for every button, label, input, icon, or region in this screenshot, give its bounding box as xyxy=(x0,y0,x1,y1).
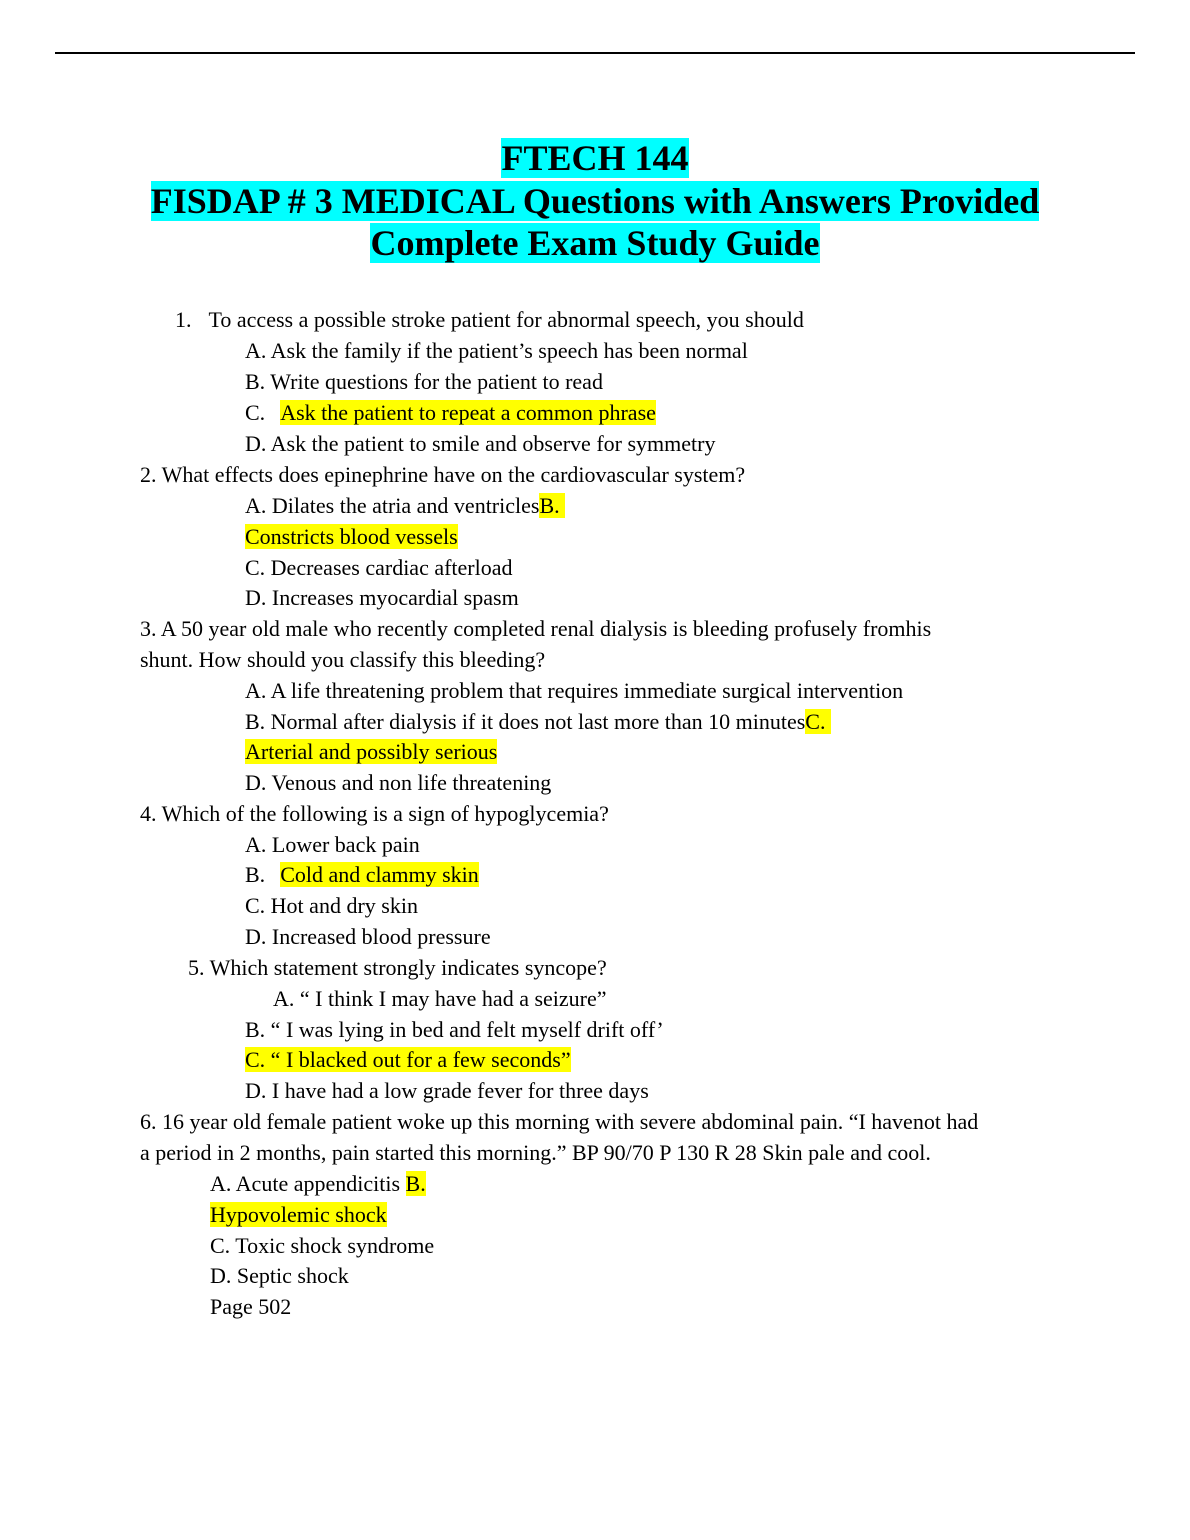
q3-option-a: A. A life threatening problem that requires immediate surgical intervention xyxy=(245,678,904,703)
q1-option-b: B. Write questions for the patient to read xyxy=(245,369,603,394)
q4-option-a: A. Lower back pain xyxy=(245,832,420,857)
q1-option-a: A. Ask the family if the patient’s speech has been normal xyxy=(245,338,748,363)
q2-option-a: A. Dilates the atria and ventriclesB. xyxy=(245,493,565,519)
q4-option-d: D. Increased blood pressure xyxy=(245,924,491,949)
q2-option-c: C. Decreases cardiac afterload xyxy=(245,555,513,580)
question-3-line-1: 3. A 50 year old male who recently completed renal dialysis is bleeding profusely fromhis xyxy=(140,616,932,641)
q3-option-c-answer: Arterial and possibly serious xyxy=(245,739,498,764)
q4-option-b-answer: B. Cold and clammy skin xyxy=(245,862,479,887)
question-1: 1. To access a possible stroke patient for abnormal speech, you should xyxy=(175,307,804,332)
title-subject: FISDAP # 3 MEDICAL Questions with Answers Provided xyxy=(150,181,1040,221)
q6-option-c: C. Toxic shock syndrome xyxy=(210,1233,435,1258)
question-6-line-1: 6. 16 year old female patient woke up this morning with severe abdominal pain. “I havenot had xyxy=(140,1109,979,1134)
title-course: FTECH 144 xyxy=(501,138,689,178)
q4-option-c: C. Hot and dry skin xyxy=(245,893,418,918)
question-3-line-2: shunt. How should you classify this bleeding? xyxy=(140,647,546,672)
q5-option-d: D. I have had a low grade fever for three days xyxy=(245,1078,649,1103)
q5-option-c-answer: C. “ I blacked out for a few seconds” xyxy=(245,1047,571,1072)
q5-option-b: B. “ I was lying in bed and felt myself drift off’ xyxy=(245,1017,664,1042)
q3-option-b: B. Normal after dialysis if it does not last more than 10 minutesC. xyxy=(245,709,831,735)
q3-option-d: D. Venous and non life threatening xyxy=(245,770,552,795)
q2-option-b-answer: Constricts blood vessels xyxy=(245,524,458,549)
q6-option-d: D. Septic shock xyxy=(210,1263,349,1288)
question-6-line-2: a period in 2 months, pain started this morning.” BP 90/70 P 130 R 28 Skin pale and cool. xyxy=(140,1140,931,1165)
question-4: 4. Which of the following is a sign of hypoglycemia? xyxy=(140,801,609,826)
question-2: 2. What effects does epinephrine have on the cardiovascular system? xyxy=(140,462,746,487)
q1-option-c-answer: C. Ask the patient to repeat a common phrase xyxy=(245,400,656,425)
q6-option-a: A. Acute appendicitis B. xyxy=(210,1171,426,1196)
top-rule xyxy=(55,52,1135,54)
q1-option-d: D. Ask the patient to smile and observe for symmetry xyxy=(245,431,716,456)
q2-option-d: D. Increases myocardial spasm xyxy=(245,585,519,610)
q5-option-a: A. “ I think I may have had a seizure” xyxy=(273,986,607,1011)
page-number: Page 502 xyxy=(210,1294,292,1319)
title-guide: Complete Exam Study Guide xyxy=(370,223,820,263)
q6-option-b-answer: Hypovolemic shock xyxy=(210,1202,387,1227)
question-5: 5. Which statement strongly indicates syncope? xyxy=(188,955,607,980)
